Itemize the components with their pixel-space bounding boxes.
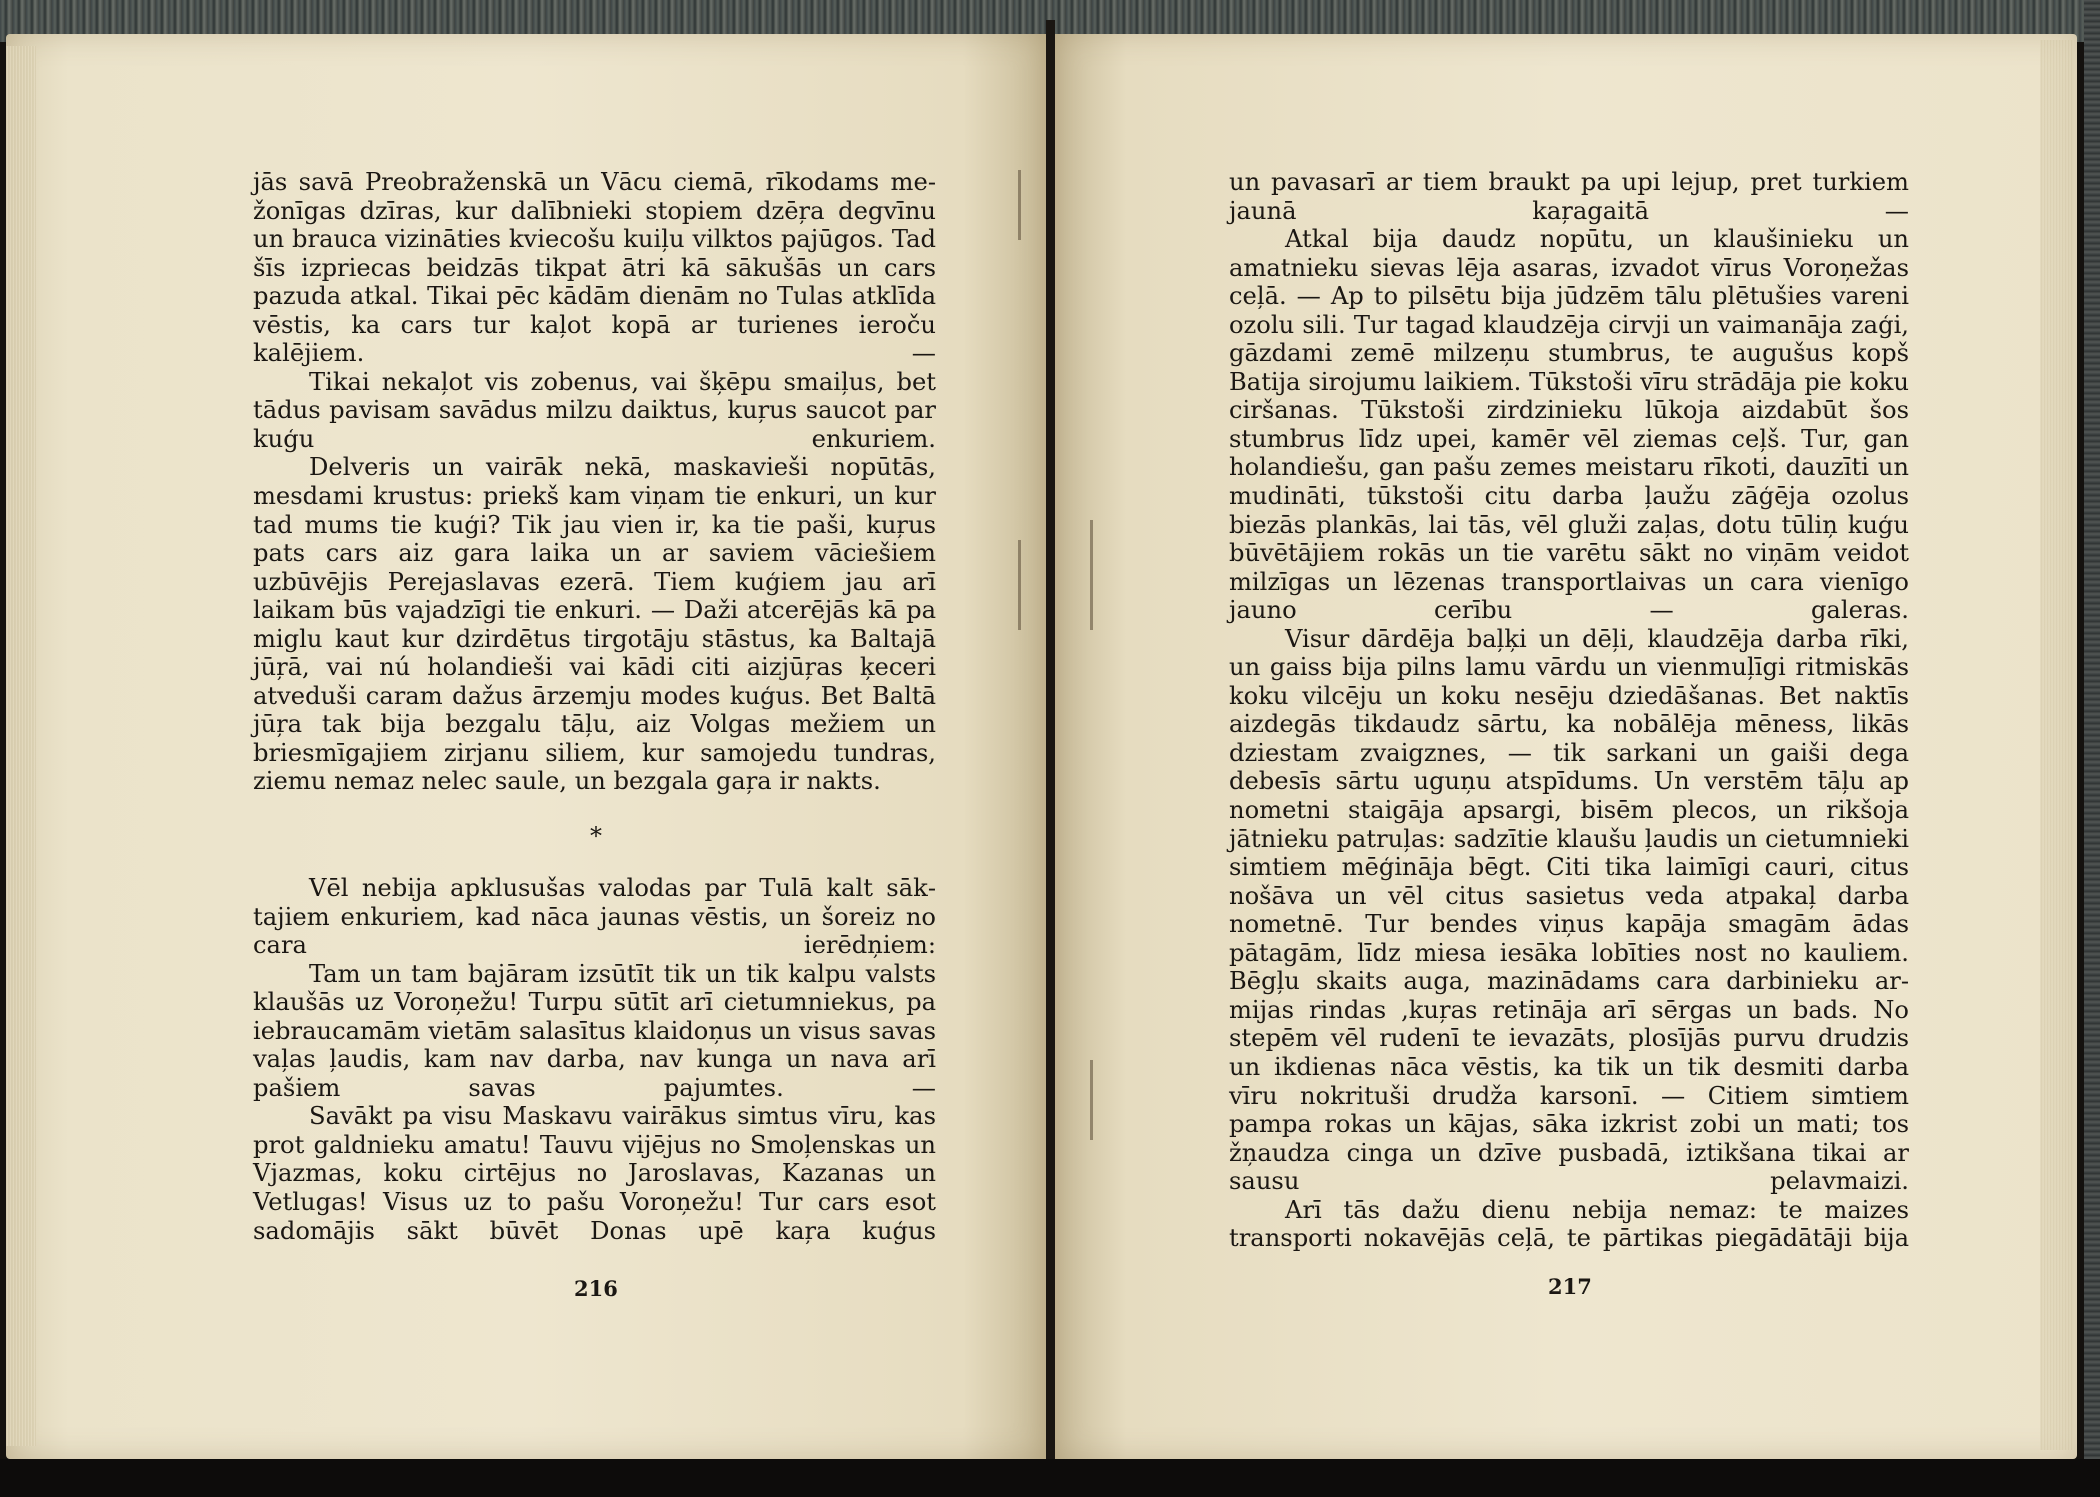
book-gutter (1046, 20, 1055, 1497)
paragraph: Tikai nekaļot vis zobenus, vai šķēpu smaiļus, bet tādus pavisam savādus milzu daiktus, kuŗus saucot par kuģu enkuriem. (253, 367, 936, 453)
paragraph: Savākt pa visu Maskavu vairākus simtus vīru, kas prot galdnieku amatu! Tauvu vijējus no Smoļenskas un Vjazmas, koku cirtējus no Jaroslavas, Kazanas un Vetlugas! Visus uz to pašu Voroņežu! Tur cars esot sadomājis sākt būvēt Donas upē kaŗa kuģus (253, 1102, 936, 1245)
margin-mark (1018, 540, 1021, 630)
margin-mark (1018, 170, 1021, 240)
right-page-stack-edge (2040, 40, 2074, 1450)
page-number-left: 216 (574, 1276, 618, 1301)
left-page-text-bottom (253, 874, 936, 1245)
paragraph: Tam un tam bajāram izsūtīt tik un tik kalpu valsts klaušās uz Voroņežu! Turpu sūtīt arī cietumniekus, pa iebraucamām vietām salasītus klaidoņus un visus savas vaļas ļaudis, kam nav darba, nav kunga un nava arī pašiem savas pajumtes. — (253, 959, 936, 1102)
left-page-text-top (253, 168, 936, 796)
paragraph: un pavasarī ar tiem braukt pa upi lejup, pret turkiem jaunā kaŗagaitā — (1229, 168, 1909, 225)
left-page-stack-edge (6, 46, 36, 1446)
bottom-shadow (0, 1459, 2100, 1497)
page-number-right: 217 (1548, 1274, 1592, 1299)
paragraph: jās savā Preobraženskā un Vācu ciemā, rīkodams mežonīgas dzīras, kur dalībnieki stopiem dzēŗa degvīnu un brauca vizināties kviecošu kuiļu vilktos pajūgos. Tad šīs izpriecas beidzās tikpat ātri kā sākušās un cars pazuda atkal. Tikai pēc kādām dienām no Tulas atklīda vēstis, ka cars tur kaļot kopā ar turienes ieroču kalējiem. — (253, 168, 936, 368)
paragraph: Atkal bija daudz nopūtu, un klaušinieku un amatnieku sievas lēja asaras, izvadot vīrus Voroņežas ceļā. — Ap to pilsētu bija jūdzēm tālu plētušies vareni ozolu sili. Tur tagad klaudzēja cirvji un vaimanāja zaģi, gāzdami zemē milzeņu stumbrus, te augušus kopš Batija sirojumu laikiem. Tūkstoši vīru strādāja pie koku ciršanas. Tūkstoši zirdzinieku lūkoja aizdabūt šos stumbrus līdz upei, kamēr vēl ziemas ceļš. Tur, gan holandiešu, gan pašu zemes meistaru rīkoti, dauzīti un mudināti, tūkstoši citu darba ļaužu zāģēja ozolus biezās plankās, lai tās, vēl gluži zaļas, dotu tūliņ kuģu būvētājiem rokās un tie varētu sākt no viņām veidot milzīgas un lēzenas transportlaivas un cara vienīgo jauno cerību — galeras. (1229, 225, 1909, 625)
right-page-text (1229, 168, 1909, 1253)
paragraph: Visur dārdēja baļķi un dēļi, klaudzēja darba rīki, un gaiss bija pilns lamu vārdu un vienmuļīgi ritmiskās koku vilcēju un koku nesēju dziedāšanas. Bet naktīs aizdegās tikdaudz sārtu, ka nobālēja mēness, likās dziestam zvaigznes, — tik sarkani un gaiši dega debesīs sārtu uguņu atspīdums. Un verstēm tāļu ap nometni staigāja apsargi, bisēm plecos, un rikšoja jātnieku patruļas: sadzītie klaušu ļaudis un cietumnieki simtiem mēģināja bēgt. Citi tika laimīgi cauri, citus nošāva un vēl citus sasietus veda atpakaļ darba nometnē. Tur bendes viņus kapāja smagām ādas pātagām, līdz miesa iesāka lobīties nost no kauliem. Bēgļu skaits auga, mazinādams cara darbinieku armijas rindas ,kuŗas retināja arī sērgas un bads. No stepēm vēl rudenī te ievazāts, plosījās purvu drudzis un ikdienas nāca vēstis, ka tik un tik desmiti darba vīru nokrituši drudža karsonī. — Citiem simtiem pampa rokas un kājas, sāka izkrist zobi un mati; tos žņaudza cinga un dzīve pusbadā, iztikšana tikai ar sausu pelavmaizi. (1229, 624, 1909, 1196)
paragraph: Arī tās dažu dienu nebija nemaz: te maizes transporti nokavējās ceļā, te pārtikas piegādātāji bija (1229, 1195, 1909, 1253)
paragraph: Vēl nebija apklusušas valodas par Tulā kalt sāktajiem enkuriem, kad nāca jaunas vēstis, un šoreiz no cara ierēdņiem: (253, 874, 936, 960)
section-separator: * (590, 822, 602, 850)
margin-mark (1090, 1060, 1093, 1140)
paragraph: Delveris un vairāk nekā, maskavieši nopūtās, mesdami krustus: priekš kam viņam tie enkuri, un kur tad mums tie kuģi? Tik jau vien ir, ka tie paši, kuŗus pats cars aiz gara laika un ar saviem vāciešiem uzbūvējis Perejaslavas ezerā. Tiem kuģiem jau arī laikam būs vajadzīgi tie enkuri. — Daži atcerējās kā pa miglu kaut kur dzirdētus tirgotāju stāstus, ka Baltajā jūŗā, vai nú holandieši vai kādi citi aizjūŗas ķeceri atveduši caram dažus ārzemju modes kuģus. Bet Baltā jūŗa tak bija bezgalu tāļu, aiz Volgas mežiem un briesmīgajiem zirjanu siliem, kur samojedu tundras, ziemu nemaz nelec saule, un bezgala gaŗa ir nakts. (253, 453, 936, 796)
margin-mark (1090, 520, 1093, 630)
cover-cloth-right (2084, 0, 2100, 1497)
